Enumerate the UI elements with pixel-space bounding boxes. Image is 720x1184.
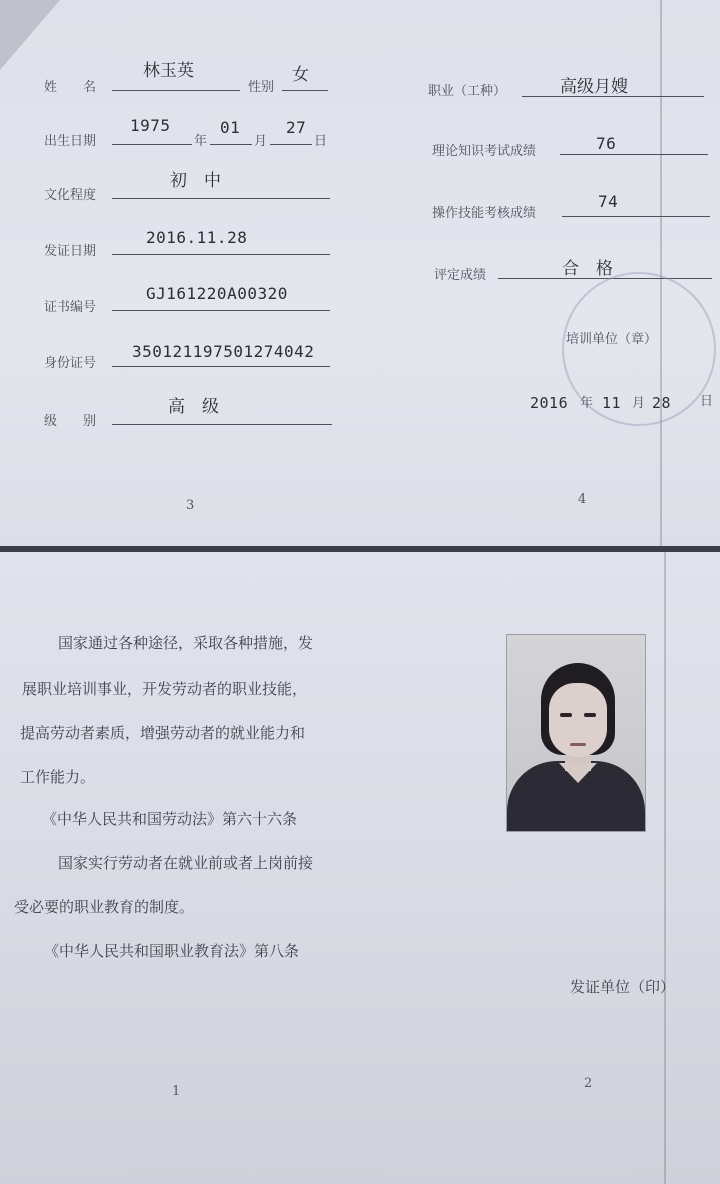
level-label: 级 别 [44,414,97,429]
birth-day-value: 27 [286,118,307,137]
gender-underline [282,90,328,91]
law-para2-line1: 国家实行劳动者在就业前或者上岗前接 [58,854,314,872]
gender-label: 性别 [248,80,275,95]
skill-score-underline [562,216,710,217]
issue-date-label: 发证日期 [44,244,97,259]
certificate-info-spread [0,0,720,552]
birth-month-value: 01 [220,118,241,137]
day-char: 日 [314,134,328,149]
cert-number-underline [112,310,330,311]
birth-month-underline [210,144,252,145]
name-label: 姓 名 [44,80,97,95]
gender-value: 女 [292,65,309,85]
law-para1-line2: 展职业培训事业，开发劳动者的职业技能， [22,680,308,698]
id-number-underline [112,366,330,367]
birth-date-label: 出生日期 [44,134,97,149]
law-para2-line2: 受必要的职业教育的制度。 [14,898,195,916]
training-unit-label: 培训单位（章） [566,332,658,347]
page-number-4: 4 [578,492,587,507]
education-underline [112,198,330,199]
name-underline [112,90,240,91]
law-citation-education-law: 《中华人民共和国职业教育法》第八条 [44,942,300,960]
law-para1-line4: 工作能力。 [20,768,96,786]
seal-year-char: 年 [580,396,594,411]
birth-year-underline [112,144,192,145]
page-number-3: 3 [186,498,195,513]
birth-year-value: 1975 [130,116,171,135]
theory-score-underline [560,154,708,155]
cert-number-value: GJ161220A00320 [146,284,288,303]
theory-score-label: 理论知识考试成绩 [432,144,537,159]
page-number-1: 1 [172,1084,181,1099]
cert-number-label: 证书编号 [44,300,97,315]
education-label: 文化程度 [44,188,97,203]
occupation-label: 职业（工种） [428,84,507,99]
rating-label: 评定成绩 [434,268,487,283]
seal-date-year: 2016 [530,394,569,412]
issue-date-underline [112,254,330,255]
year-char: 年 [194,134,208,149]
rating-value: 合 格 [562,259,613,279]
skill-score-value: 74 [598,192,619,211]
seal-month-char: 月 [632,396,646,411]
id-number-label: 身份证号 [44,356,97,371]
level-underline [112,424,332,425]
theory-score-value: 76 [596,134,617,153]
seal-date-day: 28 [652,394,672,412]
seal-day-char: 日 [700,394,714,409]
skill-score-label: 操作技能考核成绩 [432,206,537,221]
issue-date-value: 2016.11.28 [146,228,248,247]
law-para1-line1: 国家通过各种途径，采取各种措施，发 [58,634,314,652]
holder-portrait-photo [506,634,646,832]
law-citation-labor-law: 《中华人民共和国劳动法》第六十六条 [42,810,298,828]
issuer-seal-label: 发证单位（印） [570,978,676,996]
seal-date-month: 11 [602,394,622,412]
occupation-value: 高级月嫂 [560,77,628,97]
page-number-2: 2 [584,1076,593,1091]
birth-day-underline [270,144,312,145]
level-value: 高 级 [168,397,219,417]
folded-corner [0,0,60,70]
name-value: 林玉英 [143,61,194,81]
education-value: 初 中 [170,171,221,191]
id-number-value: 350121197501274042 [132,342,315,361]
month-char: 月 [254,134,268,149]
page-fold-line [664,552,666,1184]
law-para1-line3: 提高劳动者素质，增强劳动者的就业能力和 [20,724,306,742]
